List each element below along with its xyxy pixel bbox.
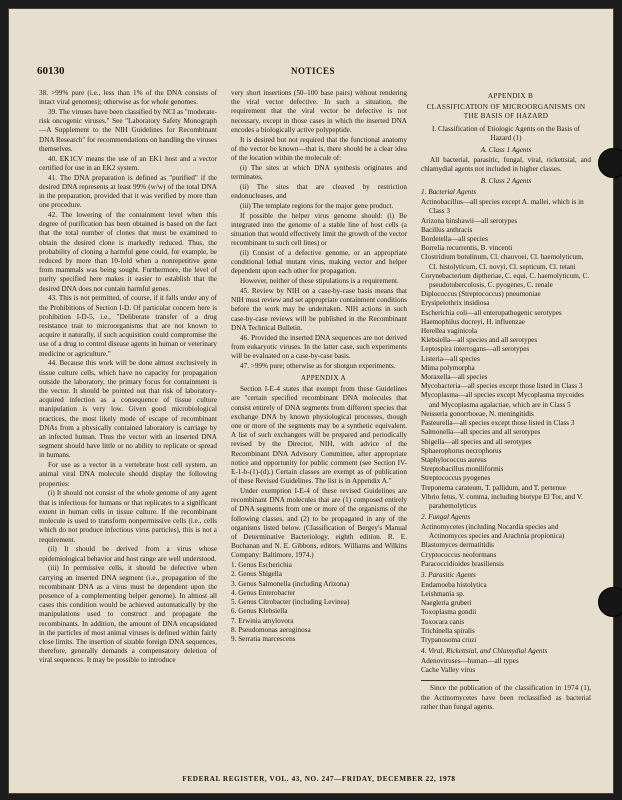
paragraph: All bacterial, parasitic, fungal, viral, rickettsial, and chlamydial agents not included in higher classes. <box>421 155 591 174</box>
list-item: Staphylococcus aureus <box>421 455 487 464</box>
paragraph: 47. >99% pure; otherwise as for shotgun experiments. <box>240 361 396 370</box>
list-item: Toxoplasma gondii <box>421 608 477 617</box>
list-item: Naegleria gruberi <box>421 599 472 608</box>
paragraph: 44. Because this work will be done almost exclusively in tissue culture cells, which have no capacity for propagation outside the laboratory, the primary focus for containment is the vector. It should be pointed out that risk of laboratory-acquired infection as a consequence of tissue culture manipulation is very low. Given good microbiological practices, the most likely mode of escape of recombinant DNAs from a physically contained laboratory is carriage by an infected human. Thus the vector with an inserted DNA segment should have little or no ability to replicate or spread in humans. <box>39 359 217 460</box>
bacterial-heading: 1. Bacterial Agents <box>421 188 477 197</box>
fungal-list <box>421 523 591 569</box>
list-item: Trypanosoma cruzi <box>421 635 477 644</box>
list-item: Streptococcus pyogenes <box>421 474 491 483</box>
page-footer: FEDERAL REGISTER, VOL. 43, NO. 247—FRIDAY, DECEMBER 22, 1978 <box>182 775 456 783</box>
list-item: Toxocara canis <box>421 617 465 626</box>
list-item: Bacillus anthracis <box>421 225 473 234</box>
page-header <box>37 65 587 81</box>
list-item: Moraxella—all species <box>421 373 488 382</box>
footnote: Since the publication of the classification in 1974 (1), the Actinomycetes have been reclassified as bacterial rather than fungal agents. <box>421 684 591 711</box>
parasitic-heading: 3. Parasitic Agents <box>421 570 476 579</box>
list-item: Leptospira interrogans—all serotypes <box>421 345 530 354</box>
list-item: Corynebacterium diptheriae, C. equi, C. haemolyticum, C. pseudotuberculosis, C. pyogenes, C. renale <box>421 271 590 290</box>
list-item: Cryptococcus neoformans <box>421 550 497 559</box>
list-item: Endamoeba histolytica <box>421 580 487 589</box>
list-item: Bordetella—all species <box>421 235 488 244</box>
list-item: Erysipelothrix insidiosa <box>421 299 490 308</box>
list-item: Herellea vaginicola <box>421 327 478 336</box>
list-item: Paracoccidioides brasiliensis <box>421 559 504 568</box>
page-number: 60130 <box>37 65 65 77</box>
list-item: Trichinella spiralis <box>421 626 475 635</box>
viral-list <box>421 657 591 675</box>
column-middle <box>231 89 407 775</box>
list-item: 2. Genus Shigella <box>231 570 282 579</box>
paragraph: (i) The sites at which DNA synthesis originates and terminates, <box>231 163 407 182</box>
list-item: Vibrio fetus, V. comma, including biotype El Tor, and V. parahemolyticus <box>421 492 583 510</box>
list-item: Listeria—all species <box>421 354 480 363</box>
list-item: 4. Genus Enterobacter <box>231 588 296 597</box>
paragraph: (iii) The template regions for the major gene product. <box>240 201 394 210</box>
paragraph: However, neither of these stipulations is a requirement. <box>240 277 399 286</box>
list-item: 8. Pseudomonas aeruginosa <box>231 625 311 634</box>
paragraph: very short insertions (50–100 base pairs) without rendering the viral vector defective. In such a situation, the requirement that the viral vector be defective is not necessary, except in those cases in which the inserted DNA encodes a biologically active polypeptide. <box>231 89 407 134</box>
paragraph: (i) It should not consist of the whole genome of any agent that is infectious for humans or that replicates to a significant extent in human cells in tissue culture. If the recombinant molecule is used to transform nonpermissive cells (i.e., cells which do not produce infectious virus particles), this is not a requirement. <box>39 489 217 544</box>
list-item: Klebsiella—all species and all serotypes <box>421 336 538 345</box>
list-item: Streptobacillus moniliformis <box>421 465 504 474</box>
list-item: Escherichia coli—all enteropathogenic serotypes <box>421 308 562 317</box>
list-item: Clostridium botulinum, Cl. chauvoei, Cl. haemolyticum, Cl. histolyticum, Cl. novyi, Cl. septicum, Cl. tetani <box>421 253 584 271</box>
section-title: NOTICES <box>291 66 336 76</box>
list-item: 1. Genus Escherichia <box>231 561 292 570</box>
list-item: Leishmania sp. <box>421 589 465 598</box>
list-item: 6. Genus Klebsiella <box>231 607 288 616</box>
paragraph: (ii) The sites that are cleaved by restriction endonucleases, and <box>231 182 407 201</box>
list-item: Mima polymorpha <box>421 363 475 372</box>
paragraph: If possible the helper virus genome should: (i) Be integrated into the genome of a stable line of host cells (a situation that would effectively limit the growth of the vector recombinant to such cell lines) or <box>231 211 407 248</box>
list-item: 3. Genus Salmonella (including Arizona) <box>231 579 349 588</box>
list-item: 9. Serratia marcescens <box>231 634 296 643</box>
paragraph: 40. EK1CV means the use of an EK1 host and a vector certified for use in an EK2 system. <box>39 154 217 172</box>
list-item: Haemophilus ducreyi, H. influenzae <box>421 317 525 326</box>
list-item: Arizona hinshawii—all serotypes <box>421 216 518 225</box>
paragraph: Section I-E-4 states that exempt from these Guidelines are "certain specified recombinant DNA molecules that consist entirely of DNA segments from different species that exchange DNA by known physiological processes, though one or more of the segments may be a synthetic equivalent. A list of such exchangers will be prepared and periodically revised by the Director, NIH, with advice of the Recombinant DNA Advisory Committee, after appropriate notice and opportunity for public comment (see Section IV-E-1-b-(1)-(d).) Certain classes are exempt as of publication of these Revised Guidelines. The list is in Appendix A." <box>231 385 407 486</box>
list-item: Cache Valley virus <box>421 666 476 675</box>
list-item: Diplococcus (Streptococcus) pneumoniae <box>421 290 541 299</box>
document-page <box>8 8 614 794</box>
class2-heading: B. Class 2 Agents <box>480 177 532 186</box>
paragraph: 39. The viruses have been classified by NCI as "moderate-risk oncogenic viruses." See "Laboratory Safety Monograph—A Supplement to the NIH Guidelines for Recombinant DNA Research" for recommendations on handling the viruses themselves. <box>39 108 217 153</box>
binder-hole <box>598 148 622 178</box>
list-item: Neisseria gonorrhoeae, N. meningitidis <box>421 409 534 418</box>
list-item: Pasteurella—all species except those listed in Class 3 <box>421 419 575 428</box>
list-item: Treponema carateum, T. pallidum, and T. pertenue <box>421 483 566 492</box>
list-item: Actinobacillus—all species except A. mallei, which is in Class 3 <box>421 198 584 216</box>
list-item: Blastomyces dermatitidis <box>421 541 494 550</box>
appendix-b-heading: APPENDIX B <box>487 92 534 100</box>
list-item: Actinomycetes (including Nocardia species and Actinomyces species and Arachnia propionica) <box>421 522 565 541</box>
list-item: Salmonella—all species and all serotypes <box>421 428 541 437</box>
footnote-rule <box>421 680 479 681</box>
paragraph: 45. Review by NIH on a case-by-case basis means that NIH must review and set appropriate containment conditions before the work may be undertaken. NIH actions in such case-by-case reviews will be published in the Recombinant DNA Technical Bulletin. <box>231 287 407 332</box>
list-item: Shigella—all species and all serotypes <box>421 437 532 446</box>
parasitic-list <box>421 581 591 645</box>
paragraph: (ii) It should be derived from a virus whose epidemiological behavior and host range are well understood. <box>39 545 217 563</box>
list-item: Mycobacteria—all species except those listed in Class 3 <box>421 382 583 391</box>
list-item: 5. Genus Citrobacter (including Levinea) <box>231 598 350 607</box>
paragraph: 43. This is not permitted, of course, if it falls under any of the Prohibitions of Section I-D. Of particular concern here is prohibition I-D-5, i.e., "Deliberate transfer of a drug resistance trait to microorganisms that are not known to acquire it naturally, if such acquisition could compromise the use of a drug to control disease agents in human or veterinary medicine or agriculture." <box>39 294 217 358</box>
bacterial-list <box>421 198 591 511</box>
paragraph: 46. Provided the inserted DNA sequences are not derived from eukaryotic viruses. In the latter case, such experiments will be evaluated on a case-by-case basis. <box>231 333 407 361</box>
paragraph: (ii) Consist of a defective genome, or an appropriate conditional lethal mutant virus, making vector and helper dependent upon each other for propagation. <box>231 249 407 276</box>
section-heading: I. Classification of Etiologic Agents on the Basis of Hazard (1) <box>432 124 580 142</box>
class1-heading: A. Class 1 Agents <box>480 146 532 155</box>
classification-title: CLASSIFICATION OF MICROORGANISMS ON THE BASIS OF HAZARD <box>426 103 586 121</box>
list-item: Sphaerophorus necrophorus <box>421 446 502 455</box>
viral-heading: 4. Viral, Rickettsial, and Chlamydial Agents <box>421 647 548 656</box>
paragraph: It is desired but not required that the functional anatomy of the vector be known—that is, there should be a clear idea of the location within the molecule of: <box>231 135 407 163</box>
paragraph: 42. The lowering of the containment level when this degree of purification has been obtained is based on the fact that the total number of clones that must be examined to obtain the desired clone is markedly reduced. Thus, the probability of cloning a harmful gene could, for example, be reduced by more than 10-fold when a nonrepetitive gene from mammals was being sought. Furthermore, the level of purity specified here makes it easier to establish that the desired DNA does not contain harmful genes. <box>39 211 217 293</box>
list-item: 7. Erwinia amylovora <box>231 616 294 625</box>
paragraph: For use as a vector in a vertebrate host cell system, an animal viral DNA molecule should display the following properties: <box>39 461 217 488</box>
fungal-heading: 2. Fungal Agents <box>421 513 471 522</box>
paragraph: Under exemption I-E-4 of these revised Guidelines are recombinant DNA molecules that are (1) composed entirely of DNA segments from one or more of the organisms of the following classes, and (2) to be propagated in any of the organisms listed below. (Classification of Bergey's Manual of Determinative Bacteriology, eighth edition. R. E. Buchanan and N. E. Gibbons, editors. Williams and Wilkins Company: Baltimore, 1974.) <box>231 487 407 560</box>
list-item: Mycoplasma—all species except Mycoplasma mycoides and Mycoplasma agalactiae, which are in Class 5 <box>421 391 584 409</box>
list-item: Adenoviruses—human—all types <box>421 656 519 665</box>
binder-hole <box>598 587 622 617</box>
list-item: Borrelia recurrentis, B. vincenti <box>421 244 513 253</box>
column-left <box>39 89 217 775</box>
paragraph: 38. >99% pure (i.e., less than 1% of the DNA consists of intact viral genomes); otherwise as for whole genomes. <box>39 89 217 107</box>
appendix-a-heading: APPENDIX A <box>300 374 347 383</box>
paragraph: 41. The DNA preparation is defined as "purified" if the desired DNA represents at least 99% (w/w) of the total DNA in the preparation, provided that it was verified by more than one procedure. <box>39 173 217 210</box>
column-right <box>421 89 591 775</box>
paragraph: (iii) In permissive cells, it should be defective when carrying an inserted DNA segment (i.e., propagation of the recombinant DNA as a virus must be dependent upon the presence of a complementing helper genome). In almost all cases this condition would be achieved automatically by the manipulations used to construct and propagate the recombinants. In addition, the amount of DNA encapsidated in the particles of most animal viruses is defined within fairly close limits. The insertion of sizable foreign DNA sequences, therefore, generally demands a compensatory deletion of viral sequences. It may be possible to introduce <box>39 564 217 665</box>
genera-list <box>231 561 407 644</box>
